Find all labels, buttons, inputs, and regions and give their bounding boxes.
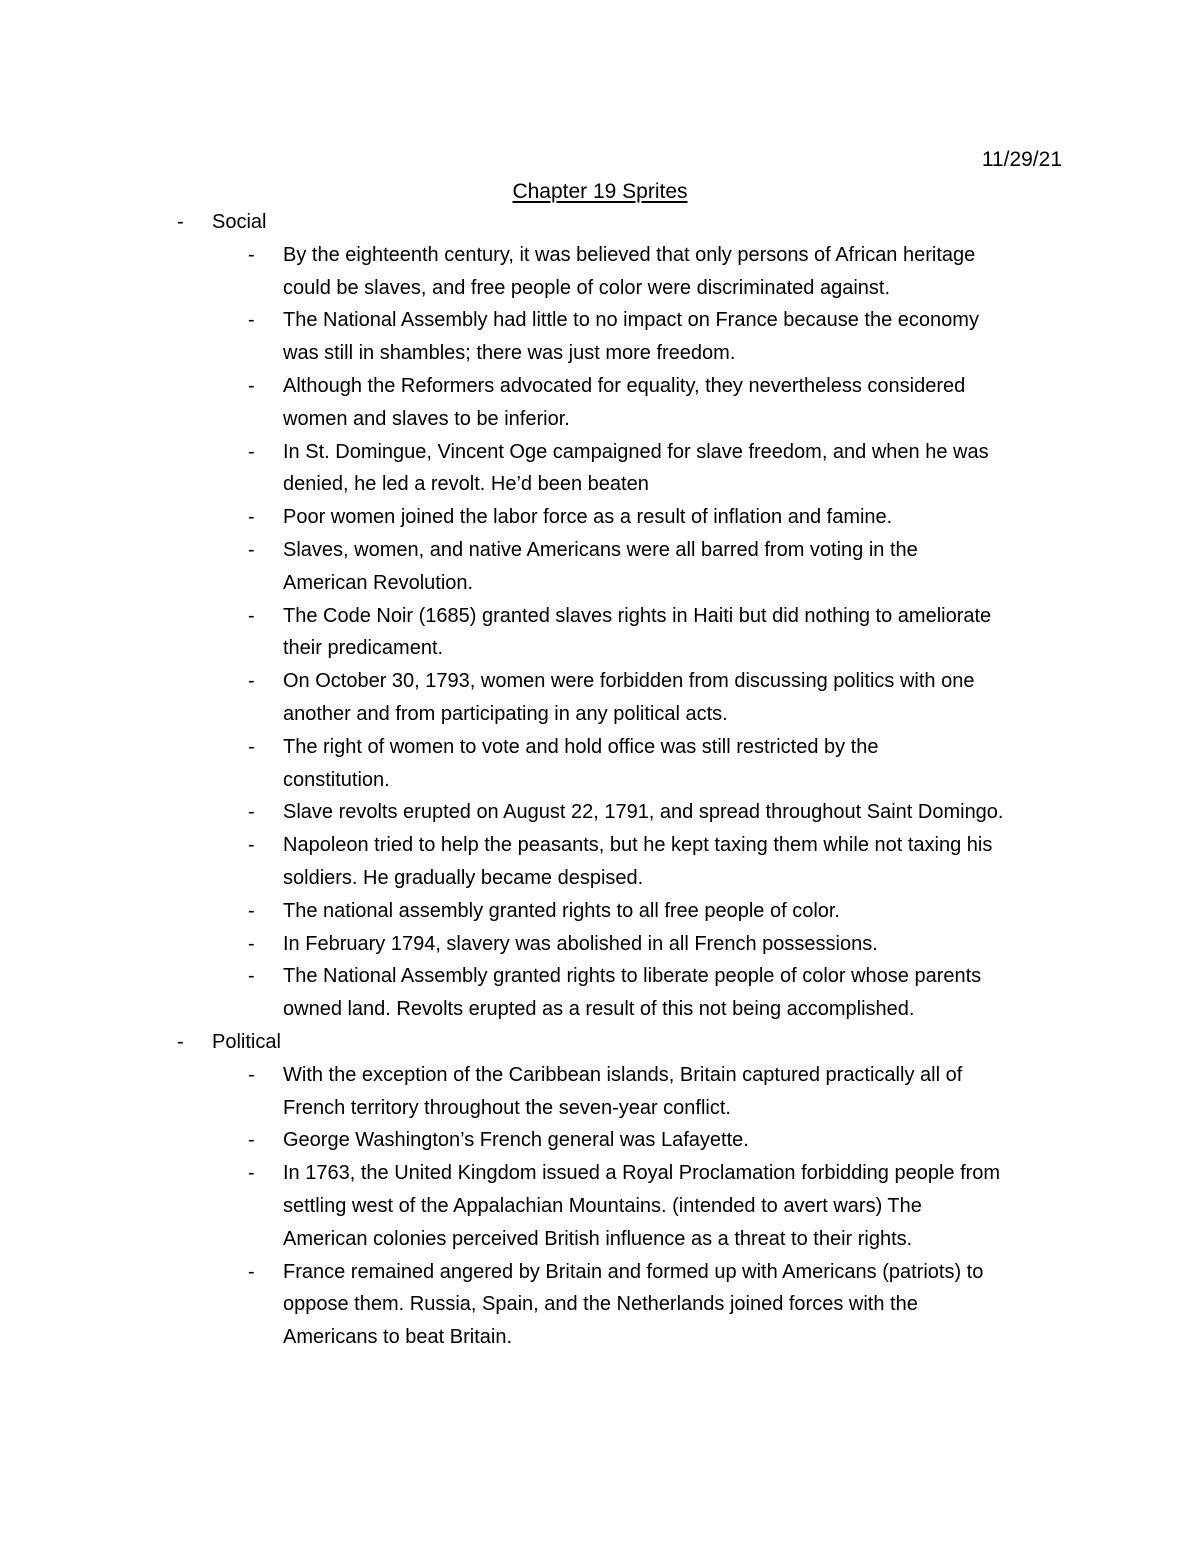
- list-item: [0, 829, 1083, 895]
- bullet-dash: -: [248, 735, 255, 758]
- bullet-dash: -: [248, 1129, 255, 1152]
- list-item-text: settling west of the Appalachian Mountains. (intended to avert wars) The: [283, 1194, 922, 1217]
- bullet-dash: -: [248, 538, 255, 561]
- list-item-text: soldiers. He gradually became despised.: [283, 866, 644, 889]
- list-item: [0, 895, 1083, 928]
- bullet-dash: -: [248, 1260, 255, 1283]
- list-item-text: denied, he led a revolt. He’d been beaten: [283, 473, 649, 496]
- list-item-text: The Code Noir (1685) granted slaves rights in Haiti but did nothing to ameliorate: [283, 604, 992, 627]
- list-item-text: On October 30, 1793, women were forbidden from discussing politics with one: [283, 670, 975, 693]
- list-item-text: The national assembly granted rights to all free people of color.: [283, 899, 840, 922]
- bullet-dash: -: [248, 604, 255, 627]
- outline-section-social: [0, 206, 1200, 1026]
- bullet-dash: -: [248, 670, 255, 693]
- bullet-dash: -: [248, 834, 255, 857]
- list-item-text: The National Assembly had little to no impact on France because the economy: [283, 309, 979, 332]
- list-item-text: With the exception of the Caribbean islands, Britain captured practically all of: [283, 1063, 963, 1086]
- notes-outline: [0, 206, 1200, 1354]
- list-item: [0, 665, 1083, 731]
- list-item: [0, 304, 1083, 370]
- list-item-text: women and slaves to be inferior.: [283, 407, 570, 430]
- bullet-dash: -: [248, 309, 255, 332]
- bullet-dash: -: [248, 374, 255, 397]
- list-item-text: Although the Reformers advocated for equality, they nevertheless considered: [283, 374, 966, 397]
- list-item: [0, 436, 1083, 502]
- list-item-text: In February 1794, slavery was abolished in all French possessions.: [283, 932, 878, 955]
- list-item-text: American Revolution.: [283, 571, 474, 594]
- list-item: [0, 370, 1083, 436]
- bullet-dash: -: [248, 932, 255, 955]
- list-item-text: Slave revolts erupted on August 22, 1791, and spread throughout Saint Domingo.: [283, 801, 1004, 824]
- section-heading-label: Social: [212, 211, 267, 233]
- list-item-text: constitution.: [283, 768, 390, 791]
- list-item: [0, 1157, 1083, 1255]
- list-item: [0, 1256, 1083, 1354]
- bullet-dash: -: [248, 440, 255, 463]
- list-item: [0, 600, 1083, 666]
- list-item-text: French territory throughout the seven-year conflict.: [283, 1096, 731, 1119]
- bullet-dash: -: [248, 899, 255, 922]
- list-item-text: Slaves, women, and native Americans were all barred from voting in the: [283, 538, 918, 561]
- bullet-dash: -: [177, 211, 184, 233]
- list-item: [0, 928, 1083, 961]
- list-item-text: France remained angered by Britain and formed up with Americans (patriots) to: [283, 1260, 984, 1283]
- list-item-text: By the eighteenth century, it was believed that only persons of African heritage: [283, 243, 976, 266]
- list-item-text: another and from participating in any political acts.: [283, 702, 728, 725]
- list-item-text: their predicament.: [283, 637, 444, 660]
- list-item-text: American colonies perceived British influence as a threat to their rights.: [283, 1227, 913, 1250]
- bullet-dash: -: [248, 243, 255, 266]
- list-item: [0, 534, 1083, 600]
- list-item-text: The National Assembly granted rights to liberate people of color whose parents: [283, 965, 982, 988]
- bullet-dash: -: [248, 506, 255, 529]
- list-item-text: In 1763, the United Kingdom issued a Royal Proclamation forbidding people from: [283, 1162, 1001, 1185]
- document-date: 11/29/21: [981, 148, 1062, 171]
- list-item: [0, 796, 1083, 829]
- list-item: [0, 731, 1083, 797]
- outline-section-political: [0, 1026, 1200, 1354]
- list-item-text: could be slaves, and free people of color were discriminated against.: [283, 276, 891, 299]
- list-item: [0, 960, 1083, 1026]
- list-item-text: In St. Domingue, Vincent Oge campaigned for slave freedom, and when he was: [283, 440, 989, 463]
- list-item: [0, 239, 1083, 305]
- list-item: [0, 501, 1083, 534]
- list-item-text: oppose them. Russia, Spain, and the Netherlands joined forces with the: [283, 1293, 918, 1316]
- bullet-dash: -: [177, 1030, 184, 1053]
- list-item-text: was still in shambles; there was just more freedom.: [283, 342, 736, 365]
- section-heading: [0, 1026, 1200, 1059]
- list-item: [0, 1124, 1083, 1157]
- section-heading: [0, 206, 1200, 239]
- list-item-text: George Washington’s French general was Lafayette.: [283, 1129, 749, 1152]
- list-item-text: Napoleon tried to help the peasants, but he kept taxing them while not taxing his: [283, 834, 993, 857]
- list-item-text: owned land. Revolts erupted as a result of this not being accomplished.: [283, 998, 915, 1021]
- document-title: Chapter 19 Sprites: [512, 180, 688, 203]
- bullet-dash: -: [248, 1063, 255, 1086]
- list-item-text: Poor women joined the labor force as a result of inflation and famine.: [283, 506, 893, 529]
- list-item: [0, 1059, 1083, 1125]
- bullet-dash: -: [248, 965, 255, 988]
- section-heading-label: Political: [212, 1030, 281, 1053]
- list-item-text: The right of women to vote and hold office was still restricted by the: [283, 735, 879, 758]
- bullet-dash: -: [248, 1162, 255, 1185]
- bullet-dash: -: [248, 801, 255, 824]
- list-item-text: Americans to beat Britain.: [283, 1326, 512, 1349]
